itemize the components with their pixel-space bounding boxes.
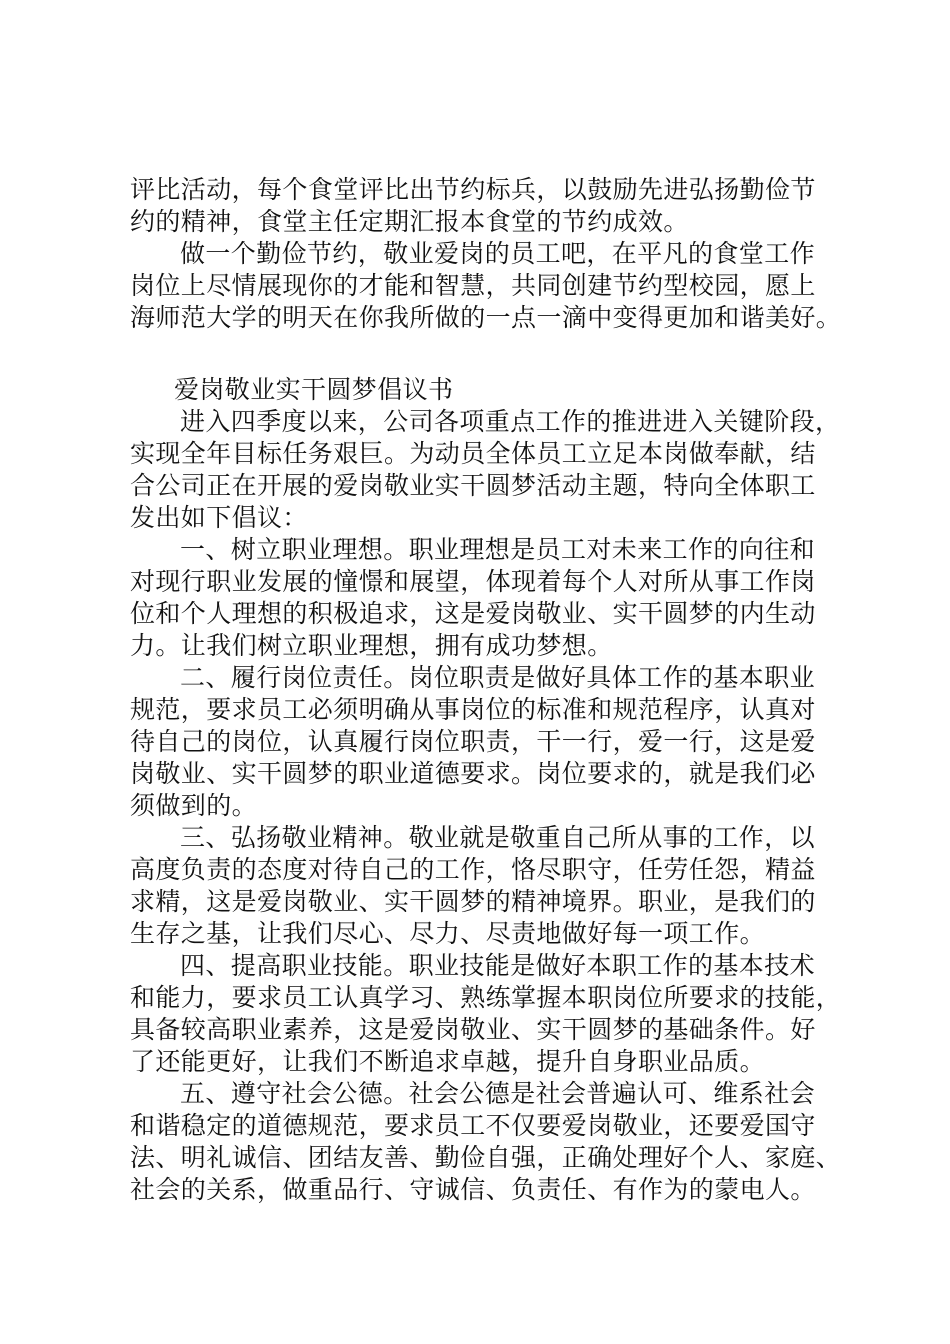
text-line: 岗位上尽情展现你的才能和智慧，共同创建节约型校园，愿上 xyxy=(130,271,816,300)
text-line: 位和个人理想的积极追求，这是爱岗敬业、实干圆梦的内生动 xyxy=(130,599,816,628)
text-line: 了还能更好，让我们不断追求卓越，提升自身职业品质。 xyxy=(130,1047,766,1076)
intro-section xyxy=(130,174,840,334)
paragraph-start-line: 做一个勤俭节约，敬业爱岗的员工吧，在平凡的食堂工作 xyxy=(180,239,816,268)
paragraph-start-line: 三、弘扬敬业精神。敬业就是敬重自己所从事的工作，以 xyxy=(180,823,816,852)
text-line: 实现全年目标任务艰巨。为动员全体员工立足本岗做奉献，结 xyxy=(130,439,816,468)
paragraph-start-line: 五、遵守社会公德。社会公德是社会普遍认可、维系社会 xyxy=(180,1079,816,1108)
text-line: 和谐稳定的道德规范，要求员工不仅要爱岗敬业，还要爱国守 xyxy=(130,1111,816,1140)
text-line: 规范，要求员工必须明确从事岗位的标准和规范程序，认真对 xyxy=(130,695,816,724)
text-line: 高度负责的态度对待自己的工作，恪尽职守，任劳任怨，精益 xyxy=(130,855,816,884)
text-line: 具备较高职业素养，这是爱岗敬业、实干圆梦的基础条件。好 xyxy=(130,1015,816,1044)
proposal-section xyxy=(130,374,840,1206)
text-line: 力。让我们树立职业理想，拥有成功梦想。 xyxy=(130,631,613,660)
text-line: 约的精神，食堂主任定期汇报本食堂的节约成效。 xyxy=(130,207,689,236)
text-line: 发出如下倡议： xyxy=(130,503,308,532)
text-line: 求精，这是爱岗敬业、实干圆梦的精神境界。职业，是我们的 xyxy=(130,887,816,916)
paragraph-start-line: 一、树立职业理想。职业理想是员工对未来工作的向往和 xyxy=(180,535,816,564)
text-line: 社会的关系，做重品行、守诚信、负责任、有作为的蒙电人。 xyxy=(130,1175,816,1204)
text-line: 须做到的。 xyxy=(130,791,258,820)
text-line: 待自己的岗位，认真履行岗位职责，干一行，爱一行，这是爱 xyxy=(130,727,816,756)
paragraph-start-line: 二、履行岗位责任。岗位职责是做好具体工作的基本职业 xyxy=(180,663,816,692)
text-line: 海师范大学的明天在你我所做的一点一滴中变得更加和谐美好。 xyxy=(130,303,842,332)
proposal-title: 爱岗敬业实干圆梦倡议书 xyxy=(174,375,454,404)
text-line: 对现行职业发展的憧憬和展望，体现着每个人对所从事工作岗 xyxy=(130,567,816,596)
text-line: 生存之基，让我们尽心、尽力、尽责地做好每一项工作。 xyxy=(130,919,766,948)
text-line: 合公司正在开展的爱岗敬业实干圆梦活动主题，特向全体职工 xyxy=(130,471,816,500)
text-line: 岗敬业、实干圆梦的职业道德要求。岗位要求的，就是我们必 xyxy=(130,759,816,788)
document-page xyxy=(130,174,840,1206)
text-line: 和能力，要求员工认真学习、熟练掌握本职岗位所要求的技能， xyxy=(130,983,842,1012)
section-spacer xyxy=(130,334,840,374)
text-line: 法、明礼诚信、团结友善、勤俭自强，正确处理好个人、家庭、 xyxy=(130,1143,842,1172)
text-line: 评比活动，每个食堂评比出节约标兵，以鼓励先进弘扬勤俭节 xyxy=(130,175,816,204)
paragraph-start-line: 四、提高职业技能。职业技能是做好本职工作的基本技术 xyxy=(180,951,816,980)
paragraph-start-line: 进入四季度以来，公司各项重点工作的推进进入关键阶段， xyxy=(180,407,841,436)
